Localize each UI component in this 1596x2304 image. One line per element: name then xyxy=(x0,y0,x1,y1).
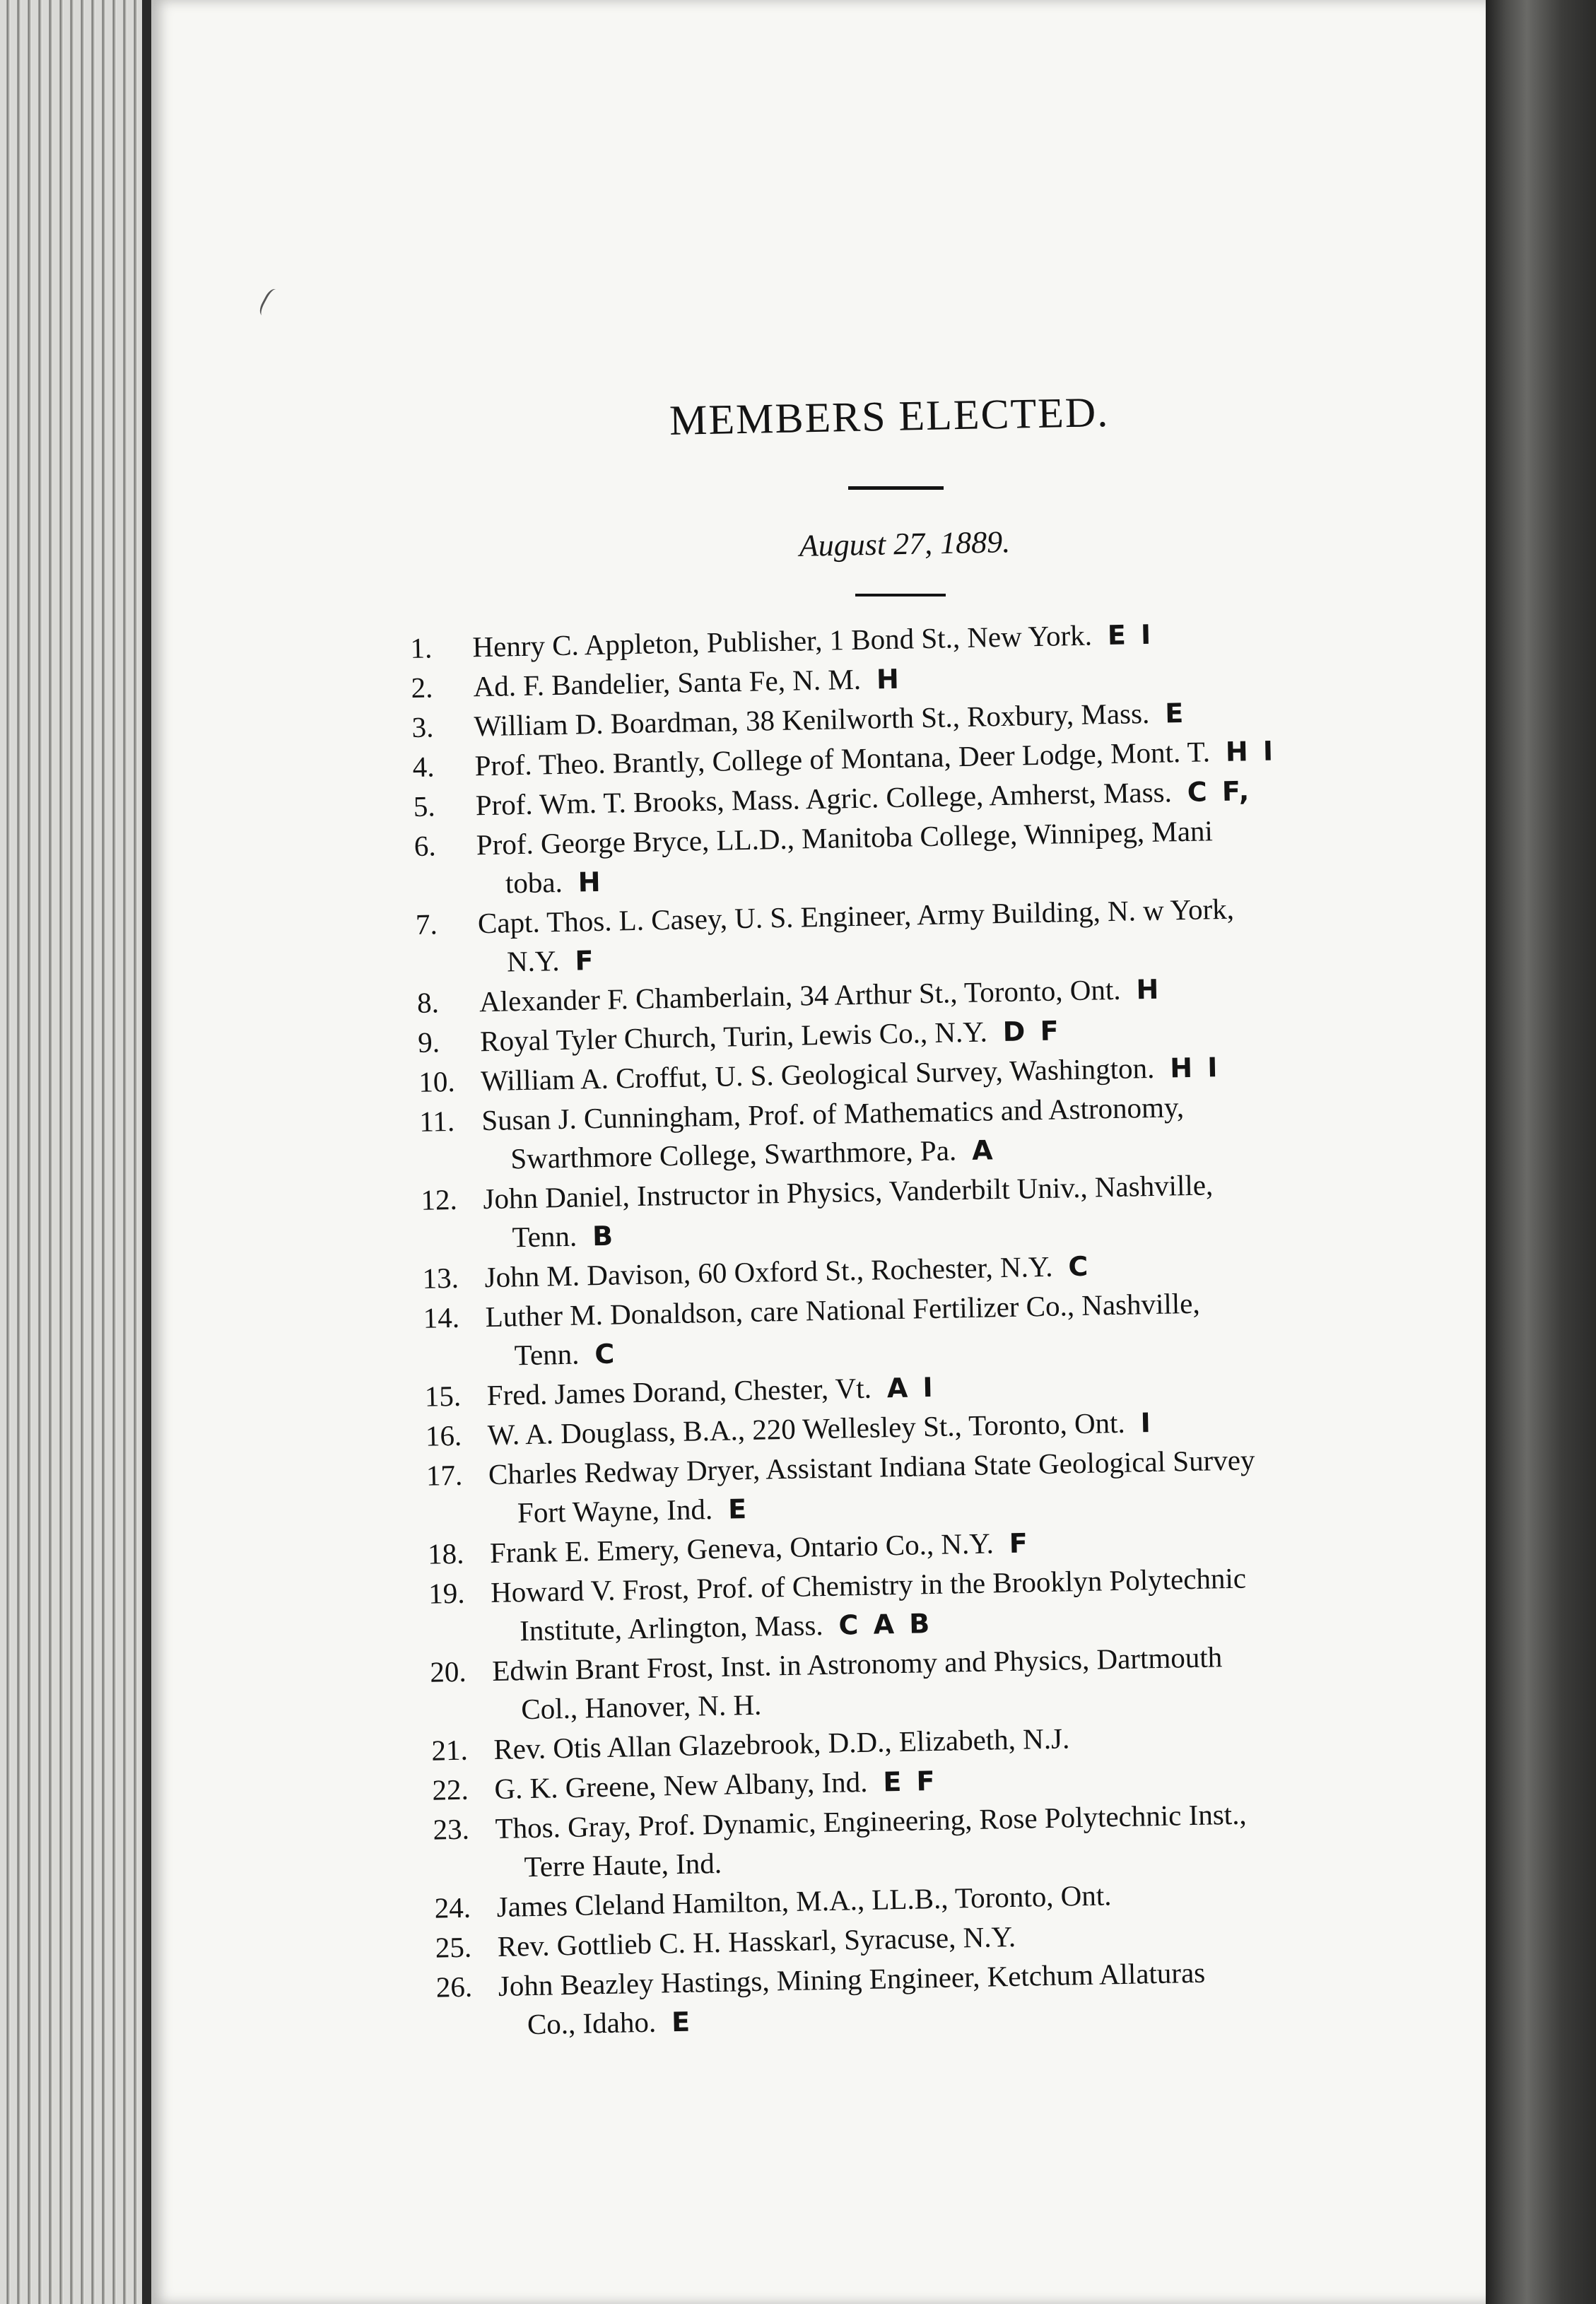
member-description: Frank E. Emery, Geneva, Ontario Co., N.Y. xyxy=(489,1527,994,1570)
entry-number: 15. xyxy=(424,1379,462,1413)
member-description: Alexander F. Chamberlain, 34 Arthur St., Toronto, Ont. xyxy=(479,972,1121,1018)
continuation-text: Tenn. xyxy=(514,1337,580,1372)
page-title: MEMBERS ELECTED. xyxy=(669,388,1110,444)
entry-number: 4. xyxy=(412,750,435,783)
book-right-edge xyxy=(1484,0,1596,2304)
member-description: William A. Croffut, U. S. Geological Survey, Washington. xyxy=(480,1051,1155,1098)
section-codes: H I xyxy=(1169,1052,1221,1084)
member-description: John Beazley Hastings, Mining Engineer, Ketchum Allaturas xyxy=(498,1956,1206,2002)
continuation-text: Fort Wayne, Ind. xyxy=(517,1493,713,1529)
entry-number: 22. xyxy=(432,1773,469,1806)
continuation-text: Tenn. xyxy=(512,1219,577,1254)
section-codes: H xyxy=(876,663,903,695)
section-codes xyxy=(737,1847,738,1879)
book-page-edges xyxy=(0,0,152,2304)
member-description: Prof. George Bryce, LL.D., Manitoba College, Winnipeg, Mani xyxy=(476,814,1214,862)
entry-number: 11. xyxy=(418,1104,455,1138)
section-codes: C xyxy=(594,1338,618,1370)
section-codes: A I xyxy=(886,1371,937,1404)
member-description: Charles Redway Dryer, Assistant Indiana State Geological Survey xyxy=(488,1443,1255,1491)
entry-number: 12. xyxy=(421,1182,458,1216)
member-description: Thos. Gray, Prof. Dynamic, Engineering, Rose Polytechnic Inst., xyxy=(495,1797,1247,1845)
section-codes: I xyxy=(1140,1407,1154,1439)
entry-number: 24. xyxy=(434,1891,471,1924)
section-codes: A xyxy=(971,1134,996,1166)
section-codes xyxy=(1085,1723,1086,1754)
continuation-text: N.Y. xyxy=(506,944,560,978)
entry-number: 25. xyxy=(435,1930,472,1964)
entry-number: 3. xyxy=(411,710,434,743)
section-codes: E xyxy=(1164,697,1187,729)
members-list xyxy=(410,609,1497,2046)
entry-number: 26. xyxy=(435,1970,473,2004)
member-description: James Cleland Hamilton, M.A., LL.B., Toronto, Ont. xyxy=(496,1879,1112,1923)
member-description: Rev. Otis Allan Glazebrook, D.D., Elizabeth, N.J. xyxy=(493,1722,1070,1766)
section-codes: E xyxy=(671,2006,693,2038)
entry-number: 9. xyxy=(417,1025,440,1059)
section-codes: D F xyxy=(1002,1015,1062,1047)
continuation-text: toba. xyxy=(505,865,563,900)
member-description: Henry C. Appleton, Publisher, 1 Bond St., New York. xyxy=(472,618,1093,664)
continuation-text: Co., Idaho. xyxy=(527,2005,657,2041)
entry-number: 2. xyxy=(411,671,433,704)
member-description: G. K. Greene, New Albany, Ind. xyxy=(494,1765,868,1806)
entry-number: 8. xyxy=(416,986,440,1019)
section-codes: C A B xyxy=(838,1608,933,1641)
entry-number: 14. xyxy=(423,1300,460,1334)
entry-number: 16. xyxy=(425,1418,462,1452)
entry-number: 13. xyxy=(422,1261,459,1295)
title-rule xyxy=(848,486,944,490)
member-description: Susan J. Cunningham, Prof. of Mathematics and Astronomy, xyxy=(481,1091,1185,1137)
section-codes: F xyxy=(575,945,597,977)
entry-number: 23. xyxy=(433,1812,470,1846)
date-rule xyxy=(855,594,946,596)
continuation-text: Terre Haute, Ind. xyxy=(524,1846,722,1883)
continuation-text: Institute, Arlington, Mass. xyxy=(519,1609,823,1647)
election-date: August 27, 1889. xyxy=(799,524,1011,563)
continuation-text: Swarthmore College, Swarthmore, Pa. xyxy=(510,1134,957,1175)
section-codes: C xyxy=(1067,1250,1091,1283)
member-description: Royal Tyler Church, Turin, Lewis Co., N.Y. xyxy=(479,1015,988,1058)
entry-number: 10. xyxy=(418,1064,455,1098)
section-codes xyxy=(1031,1921,1032,1952)
entry-number: 6. xyxy=(413,829,437,862)
section-codes: E xyxy=(727,1493,750,1525)
entry-number: 1. xyxy=(410,631,433,664)
section-codes: H xyxy=(577,866,604,898)
member-description: Prof. Wm. T. Brooks, Mass. Agric. College, Amherst, Mass. xyxy=(475,775,1173,822)
entry-number: 17. xyxy=(426,1458,463,1492)
section-codes xyxy=(777,1689,778,1720)
entry-number: 20. xyxy=(429,1654,467,1688)
continuation-text: Col., Hanover, N. H. xyxy=(520,1688,762,1726)
entry-number: 18. xyxy=(427,1536,464,1570)
section-codes: E I xyxy=(1107,618,1154,652)
member-description: Howard V. Frost, Prof. of Chemistry in the Brooklyn Polytechnic xyxy=(490,1561,1247,1609)
section-codes: F xyxy=(1009,1527,1031,1559)
section-codes: E F xyxy=(882,1765,938,1798)
member-description: Prof. Theo. Brantly, College of Montana, Deer Lodge, Mont. T. xyxy=(474,735,1211,782)
member-description: Luther M. Donaldson, care National Fertilizer Co., Nashville, xyxy=(485,1286,1201,1334)
section-codes: H I xyxy=(1225,735,1277,768)
member-description: John M. Davison, 60 Oxford St., Rochester, N.Y. xyxy=(484,1250,1053,1294)
member-description: John Daniel, Instructor in Physics, Vanderbilt Univ., Nashville, xyxy=(483,1168,1214,1216)
entry-number: 21. xyxy=(431,1733,469,1767)
entry-number: 19. xyxy=(428,1576,465,1610)
member-description: Edwin Brant Frost, Inst. in Astronomy and Physics, Dartmouth xyxy=(491,1640,1223,1688)
section-codes: H xyxy=(1136,973,1162,1006)
section-codes: C F, xyxy=(1187,775,1252,808)
member-description: Fred. James Dorand, Chester, Vt. xyxy=(486,1371,872,1412)
section-codes: B xyxy=(592,1220,616,1252)
member-description: Rev. Gottlieb C. H. Hasskarl, Syracuse, N.Y. xyxy=(497,1920,1016,1963)
member-description: Capt. Thos. L. Casey, U. S. Engineer, Army Building, N. w York, xyxy=(477,892,1235,940)
entry-number: 7. xyxy=(415,907,438,941)
member-description: W. A. Douglass, B.A., 220 Wellesley St., Toronto, Ont. xyxy=(487,1406,1126,1452)
member-description: William D. Boardman, 38 Kenilworth St., Roxbury, Mass. xyxy=(474,696,1150,743)
member-description: Ad. F. Bandelier, Santa Fe, N. M. xyxy=(473,662,862,703)
entry-number: 5. xyxy=(413,789,436,823)
